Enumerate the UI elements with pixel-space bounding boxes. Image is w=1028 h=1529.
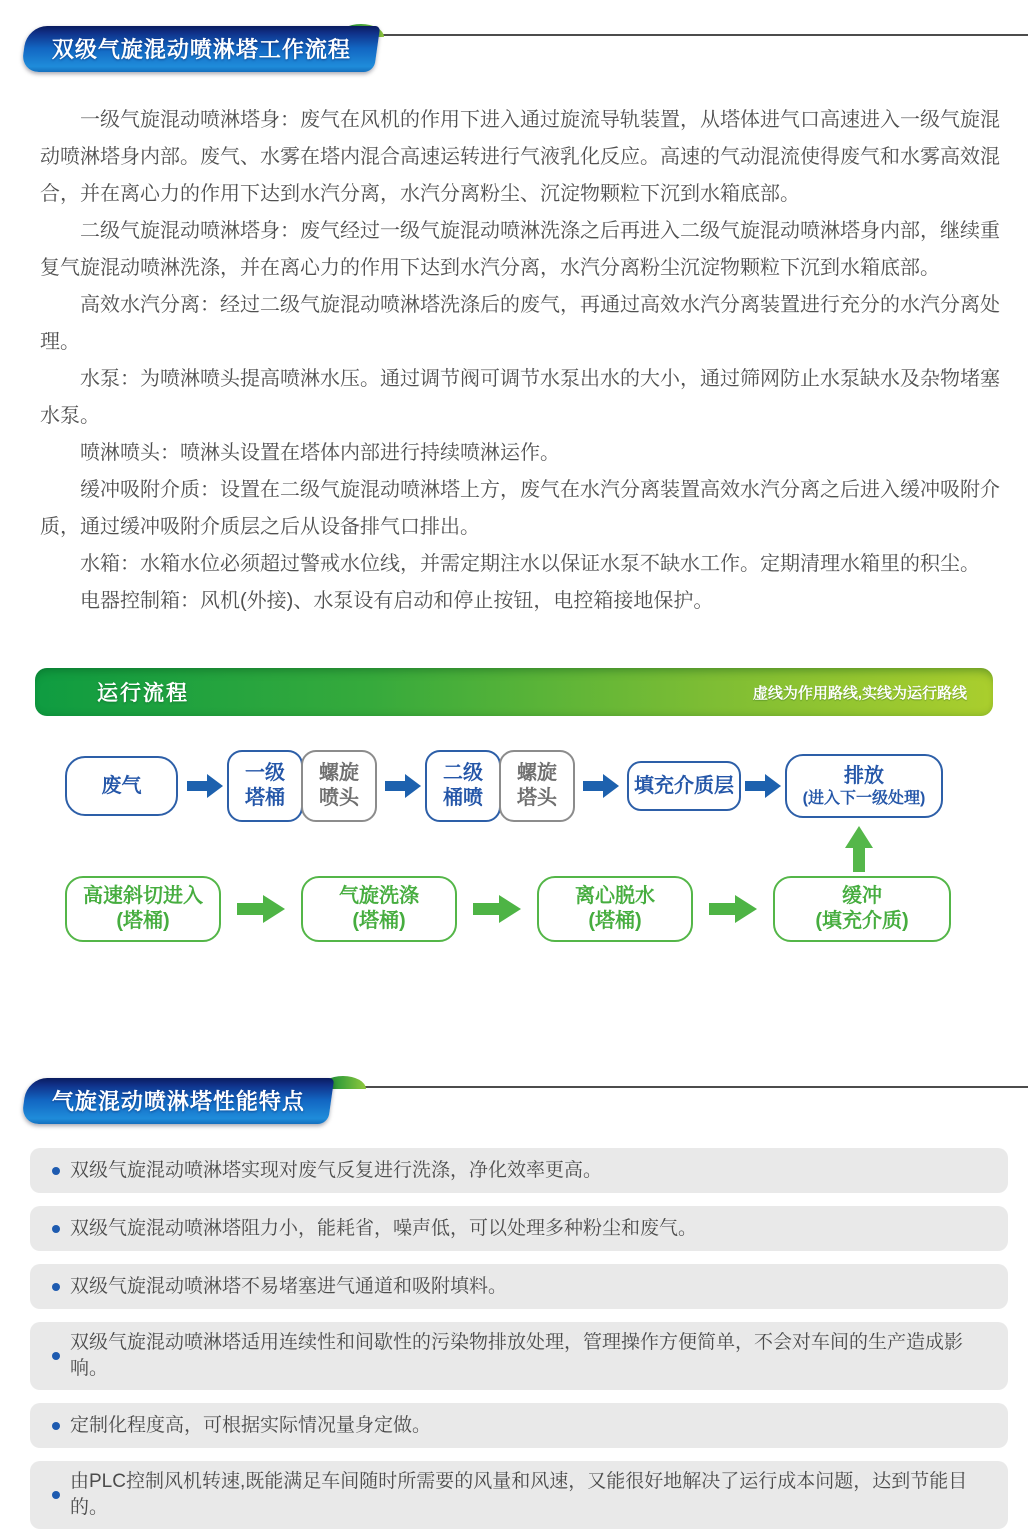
flow-box-centrifugal-dewatering [537,876,693,942]
flow-banner [35,668,993,716]
arrow-right-icon [583,774,619,798]
flow-box-label: (塔桶) [116,910,170,932]
process-paragraph: 二级气旋混动喷淋塔身：废气经过一级气旋混动喷淋洗涤之后再进入二级气旋混动喷淋塔身内部，继续重复气旋混动喷淋洗涤，并在离心力的作用下达到水汽分离，水汽分离粉尘沉淀物颗粒下沉到水箱底部。 [40,220,1000,279]
bullet-dot-icon [52,1225,60,1233]
feature-text: 双级气旋混动喷淋塔不易堵塞进气通道和吸附填料。 [70,1275,508,1297]
process-paragraph: 水泵：为喷淋喷头提高喷淋水压。通过调节阀可调节水泵出水的大小，通过筛网防止水泵缺水及杂物堵塞水泵。 [40,368,1000,427]
flow-box-pair-stage2 [425,750,575,822]
flow-box-label: 填充介质层 [634,774,734,797]
process-section-title: 双级气旋混动喷淋塔工作流程 [52,36,352,62]
flow-box-waste-gas [65,756,178,816]
flow-row-main [0,750,1028,822]
flow-box-stage1-barrel [227,750,303,822]
arrow-right-icon [385,774,421,798]
feature-list [30,1148,1008,1529]
flow-box-label: 喷头 [319,787,359,809]
flow-diagram [0,750,1028,1002]
process-description [40,102,1010,620]
process-paragraph: 缓冲吸附介质：设置在二级气旋混动喷淋塔上方，废气在水汽分离装置高效水汽分离之后进入缓冲吸附介质，通过缓冲吸附介质层之后从设备排气口排出。 [40,479,1000,538]
flow-box-label: (塔桶) [588,910,642,932]
flow-box-label: 桶喷 [443,787,483,809]
flow-box-pair-stage1 [227,750,377,822]
arrow-right-icon [237,895,285,923]
flow-box-label: 废气 [101,774,142,797]
bullet-dot-icon [52,1352,60,1360]
flow-box-label: 塔头 [517,787,557,809]
bullet-dot-icon [52,1422,60,1430]
feature-item [30,1403,1008,1448]
flow-box-label: (进入下一级处理) [802,789,926,807]
flow-box-label: 二级 [443,762,483,784]
arrow-up-icon [845,826,873,872]
flow-box-label: 缓冲 [842,885,882,907]
features-ribbon [21,1078,334,1124]
process-section-header [0,24,1028,74]
flow-box-cyclone-washing [301,876,457,942]
feature-item [30,1148,1008,1193]
process-paragraph: 一级气旋混动喷淋塔身：废气在风机的作用下进入通过旋流导轨装置，从塔体进气口高速进入一级气旋混动喷淋塔身内部。废气、水雾在塔内混合高速运转进行气液乳化反应。高速的气动混流使得废气和水雾高效混合，并在离心力的作用下达到水汽分离，水汽分离粉尘、沉淀物颗粒下沉到水箱底部。 [40,109,1000,205]
flow-box-label: 塔桶 [245,787,285,809]
flow-box-tangential-entry [65,876,221,942]
feature-item [30,1461,1008,1529]
flow-box-label: 高速斜切进入 [83,885,203,907]
flow-banner-title: 运行流程 [97,682,189,705]
flow-box-media-layer [627,761,741,811]
process-ribbon [21,26,380,72]
features-section-title: 气旋混动喷淋塔性能特点 [52,1088,306,1114]
flow-banner-legend: 虚线为作用路线,实线为运行路线 [752,684,967,702]
flow-box-label: 螺旋 [517,762,557,784]
arrow-right-icon [473,895,521,923]
bullet-dot-icon [52,1491,60,1499]
process-paragraph: 电器控制箱：风机(外接)、水泵设有启动和停止按钮，电控箱接地保护。 [80,590,714,612]
flow-box-spiral-nozzle [301,750,377,822]
flow-box-label: (填充介质) [815,910,909,932]
bullet-dot-icon [52,1167,60,1175]
flow-box-label: (塔桶) [352,910,406,932]
header-rule [368,34,1028,36]
arrow-right-icon [187,774,223,798]
feature-text: 由PLC控制风机转速,既能满足车间随时所需要的风量和风速，又能很好地解决了运行成本问题，达到节能目的。 [70,1471,968,1518]
flow-box-label: 一级 [245,762,285,784]
feature-text: 双级气旋混动喷淋塔实现对废气反复进行洗涤，净化效率更高。 [70,1159,603,1181]
flow-row-secondary [0,876,1028,942]
feature-text: 定制化程度高，可根据实际情况量身定做。 [70,1414,432,1436]
process-paragraph: 喷淋喷头：喷淋头设置在塔体内部进行持续喷淋运作。 [80,442,560,464]
features-section-header [0,1076,1028,1126]
flow-box-stage2-barrel [425,750,501,822]
flow-box-discharge [785,754,943,818]
flow-box-label: 螺旋 [319,762,359,784]
feature-item [30,1206,1008,1251]
feature-text: 双级气旋混动喷淋塔阻力小，能耗省，噪声低，可以处理多种粉尘和废气。 [70,1217,698,1239]
arrow-right-icon [745,774,781,798]
arrow-right-icon [709,895,757,923]
flow-box-buffer [773,876,951,942]
flow-box-spiral-head [499,750,575,822]
flow-box-label: 离心脱水 [575,885,655,907]
feature-item [30,1322,1008,1390]
header-rule [350,1086,1028,1088]
process-paragraph: 高效水汽分离：经过二级气旋混动喷淋塔洗涤后的废气，再通过高效水汽分离装置进行充分的水汽分离处理。 [40,294,1000,353]
process-paragraph: 水箱：水箱水位必须超过警戒水位线，并需定期注水以保证水泵不缺水工作。定期清理水箱里的积尘。 [80,553,980,575]
flow-box-label: 气旋洗涤 [339,885,419,907]
flow-box-label: 排放 [844,764,884,787]
feature-text: 双级气旋混动喷淋塔适用连续性和间歇性的污染物排放处理，管理操作方便简单，不会对车间的生产造成影响。 [70,1332,964,1379]
